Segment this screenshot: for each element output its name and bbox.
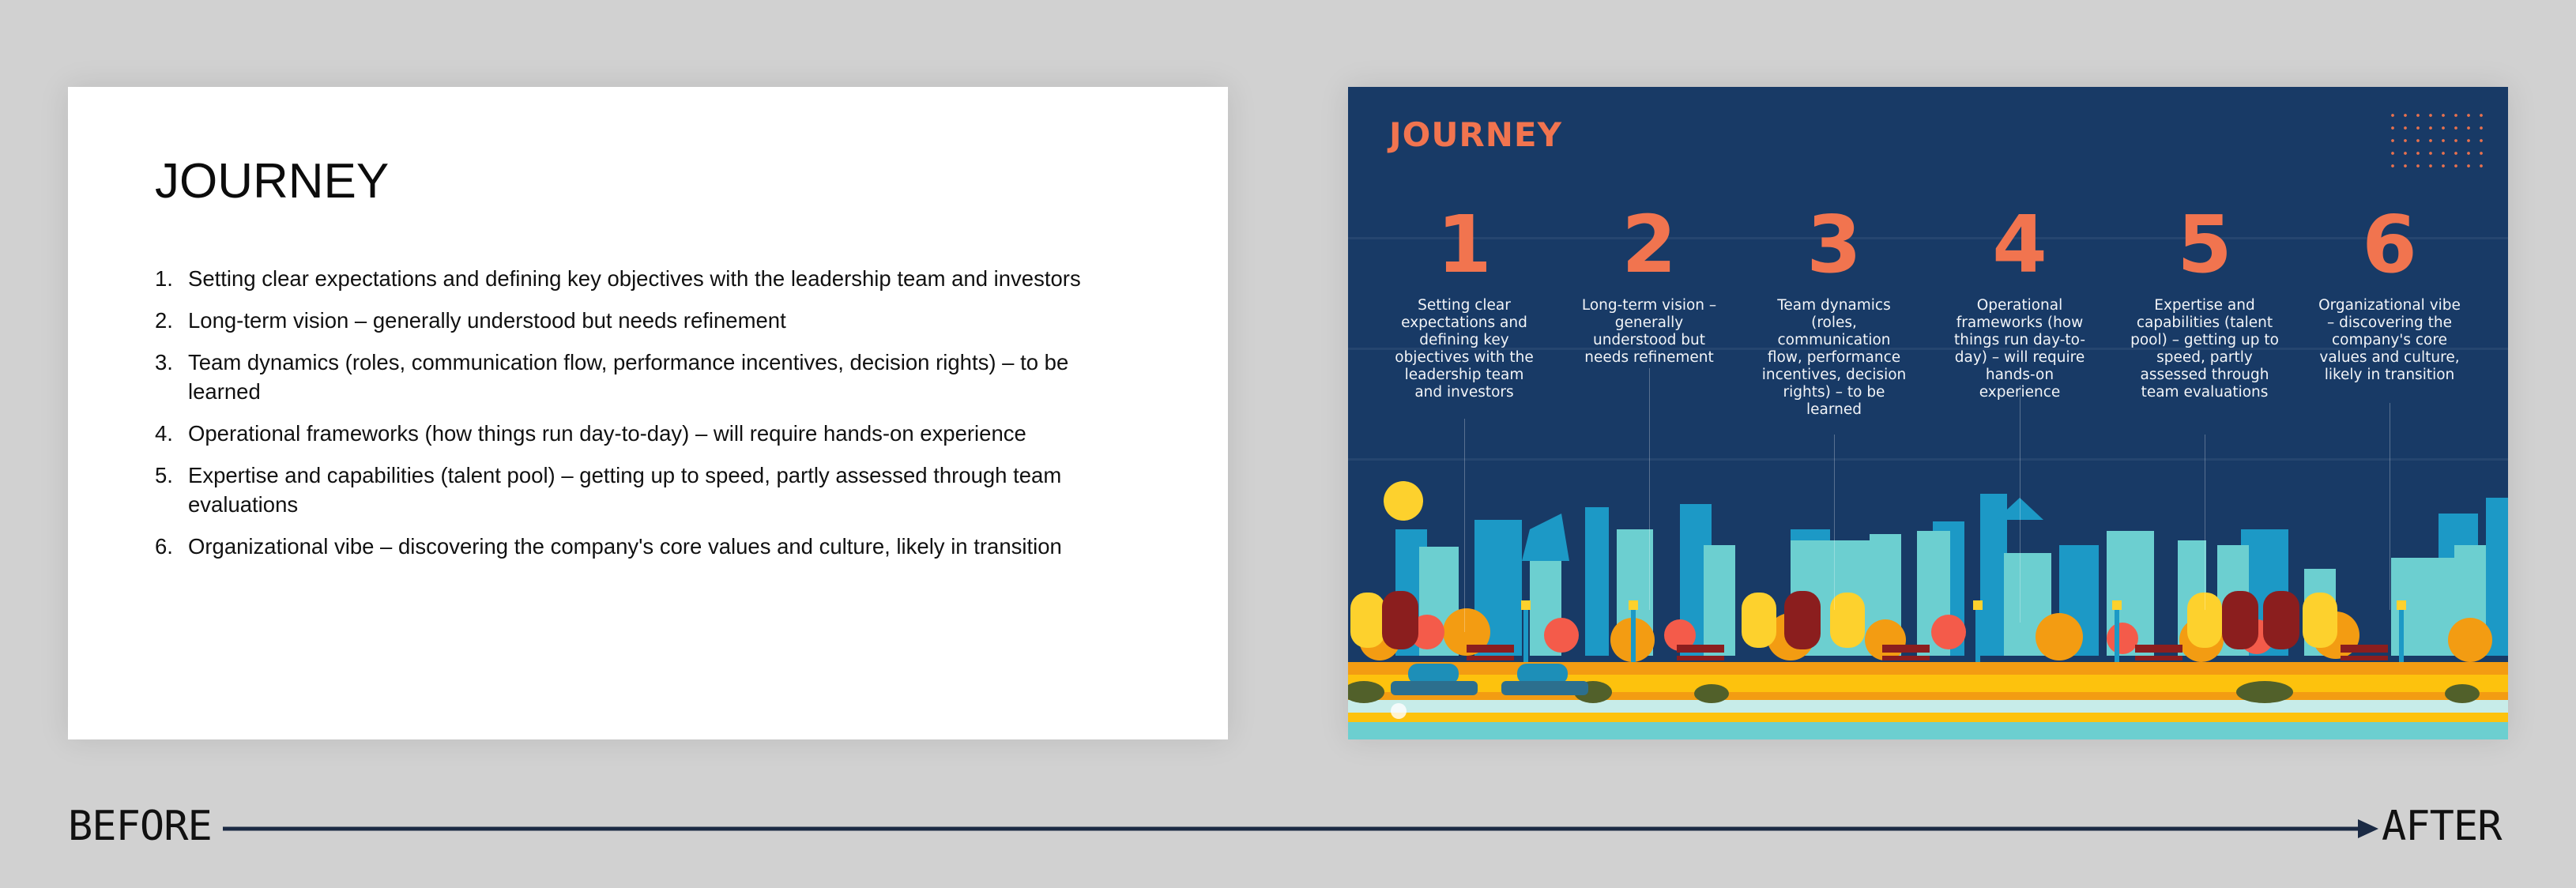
list-item-number: 4. <box>155 421 173 446</box>
step-number: 1 <box>1437 198 1492 291</box>
list-item <box>155 348 1135 406</box>
step-number: 5 <box>2177 198 2232 291</box>
list-item <box>155 461 1135 519</box>
journey-step-4 <box>1942 198 2097 401</box>
step-leader-line <box>1834 435 1835 610</box>
list-item-text: Expertise and capabilities (talent pool) – getting up to speed, partly assessed through team evaluations <box>188 463 1062 517</box>
step-number: 6 <box>2362 198 2417 291</box>
list-item-number: 3. <box>155 350 173 374</box>
marker-icon <box>1391 703 1407 719</box>
step-description: Organizational vibe – discovering the company's core values and culture, likely in transition <box>2318 297 2461 383</box>
step-description: Expertise and capabilities (talent pool) – getting up to speed, partly assessed through team evaluations <box>2130 297 2279 401</box>
step-leader-line <box>1649 368 1650 610</box>
journey-step-6 <box>2312 198 2467 384</box>
before-slide <box>68 87 1228 739</box>
list-item-text: Long-term vision – generally understood but needs refinement <box>188 308 786 333</box>
list-item <box>155 306 1135 335</box>
step-description: Setting clear expectations and defining key objectives with the leadership team and investors <box>1395 297 1534 401</box>
step-description: Long-term vision – generally understood but needs refinement <box>1581 297 1717 366</box>
list-item-text: Organizational vibe – discovering the company's core values and culture, likely in transition <box>188 534 1062 559</box>
list-item <box>155 532 1135 561</box>
step-number: 2 <box>1621 198 1677 291</box>
step-leader-line <box>1464 419 1465 632</box>
step-description: Team dynamics (roles, communication flow, performance incentives, decision rights) – to be learned <box>1761 297 1907 418</box>
city-skyline-illustration <box>1348 87 2508 739</box>
list-item-text: Team dynamics (roles, communication flow, performance incentives, decision rights) – to be learned <box>188 350 1069 404</box>
before-title: JOURNEY <box>155 154 390 209</box>
list-item-number: 6. <box>155 534 173 559</box>
step-number: 3 <box>1806 198 1862 291</box>
journey-step-1 <box>1387 198 1542 401</box>
list-item-number: 1. <box>155 266 173 291</box>
after-title: JOURNEY <box>1389 115 1563 154</box>
step-number: 4 <box>1992 198 2047 291</box>
dot-grid-decoration <box>2386 109 2487 174</box>
step-description: Operational frameworks (how things run day-to-day) – will require hands-on experience <box>1953 297 2085 401</box>
journey-step-5 <box>2127 198 2282 401</box>
journey-step-2 <box>1572 198 1727 367</box>
journey-step-3 <box>1757 198 1911 419</box>
after-slide <box>1348 87 2508 739</box>
sun-icon <box>1384 481 1423 521</box>
after-label: AFTER <box>2382 803 2502 850</box>
before-label: BEFORE <box>68 803 212 850</box>
list-item-text: Setting clear expectations and defining key objectives with the leadership team and investors <box>188 266 1081 291</box>
list-item <box>155 419 1135 448</box>
list-item-text: Operational frameworks (how things run day-to-day) – will require hands-on experience <box>188 421 1026 446</box>
list-item-number: 2. <box>155 308 173 333</box>
before-list <box>155 264 1135 574</box>
list-item <box>155 264 1135 293</box>
list-item-number: 5. <box>155 463 173 487</box>
step-leader-line <box>2020 386 2021 623</box>
